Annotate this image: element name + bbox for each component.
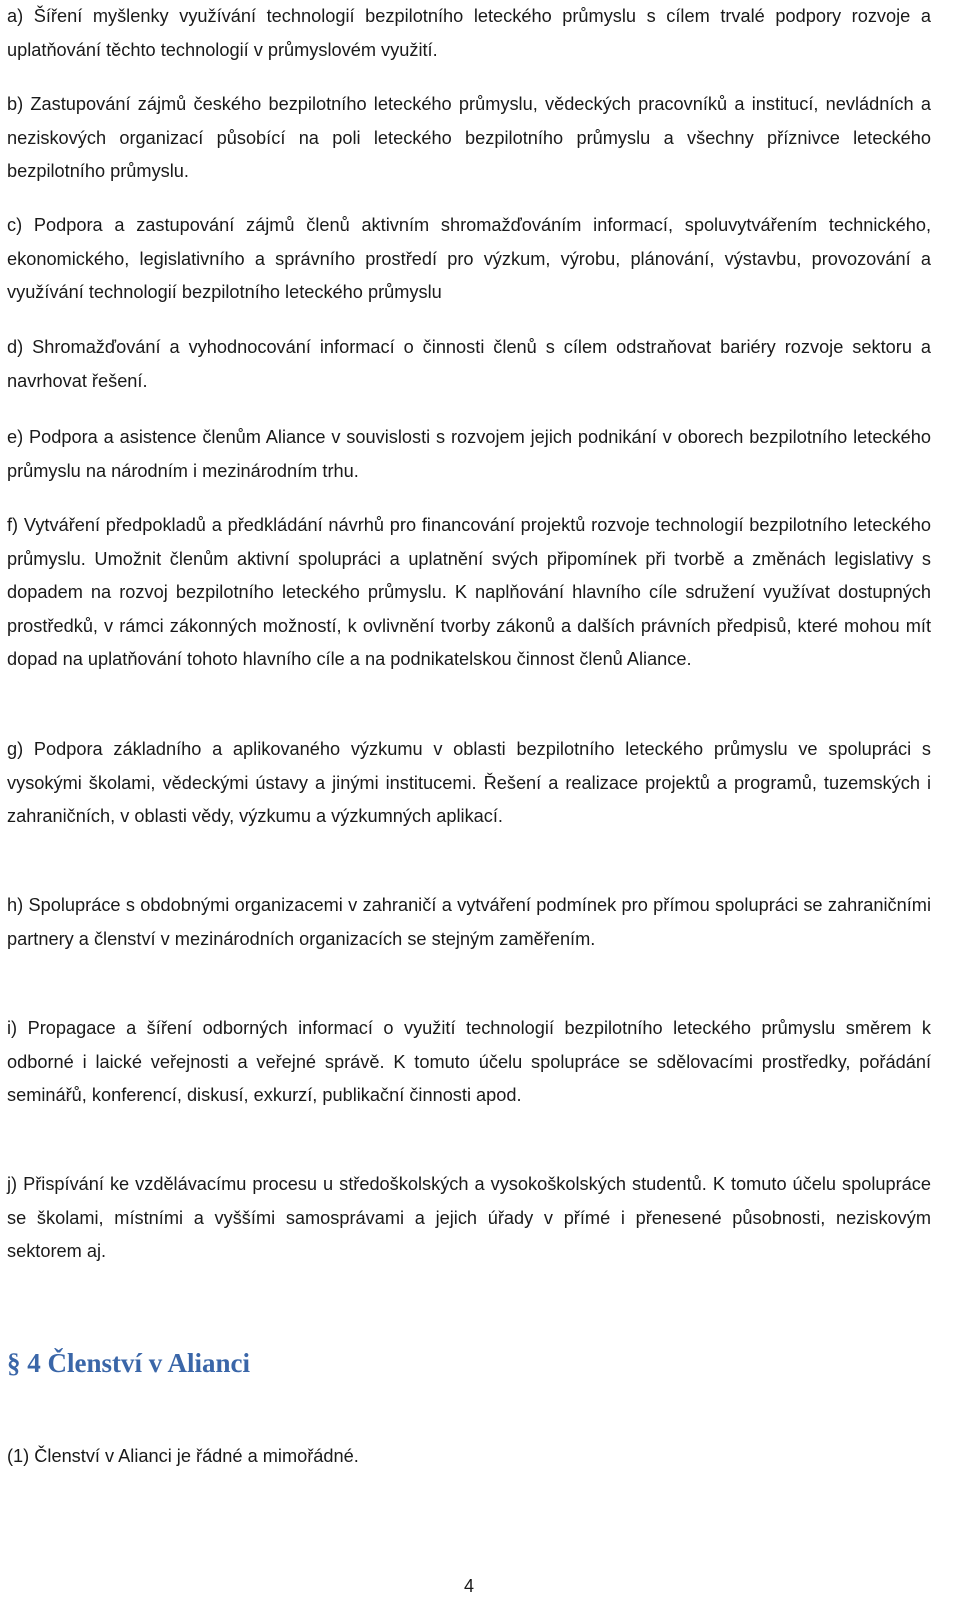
paragraph-a: a) Šíření myšlenky využívání technologií bezpilotního leteckého průmyslu s cílem trvalé podpory rozvoje a uplatňování těchto technologií v průmyslovém využití. [7, 6, 931, 60]
paragraph-b: b) Zastupování zájmů českého bezpilotního leteckého průmyslu, vědeckých pracovníků a institucí, nevládních a neziskových organizací působící na poli leteckého bezpilotního průmyslu a všechny příznivce leteckého bezpilotního průmyslu. [7, 94, 931, 182]
paragraph-d: d) Shromažďování a vyhodnocování informací o činnosti členů s cílem odstraňovat bariéry rozvoje sektoru a navrhovat řešení. [7, 337, 931, 391]
section-paragraph-1: (1) Členství v Alianci je řádné a mimořádné. [7, 1446, 359, 1466]
paragraph-f: f) Vytváření předpokladů a předkládání návrhů pro financování projektů rozvoje technologií bezpilotního leteckého průmyslu. Umožnit členům aktivní spolupráci a uplatnění svých připomínek při tvorbě a změnách legislativy s dopadem na rozvoj bezpilotního leteckého průmyslu. K naplňování hlavního cíle sdružení využívat dostupných prostředků, v rámci zákonných možností, k ovlivnění tvorby zákonů a dalších právních předpisů, které mohou mít dopad na uplatňování tohoto hlavního cíle a na podnikatelskou činnost členů Aliance. [7, 515, 931, 670]
paragraph-j: j) Přispívání ke vzdělávacímu procesu u středoškolských a vysokoškolských studentů. K tomuto účelu spolupráce se školami, místními a vyššími samosprávami a jejich úřady v přímé i přenesené působnosti, neziskovým sektorem aj. [7, 1174, 931, 1262]
paragraph-h: h) Spolupráce s obdobnými organizacemi v zahraničí a vytváření podmínek pro přímou spolupráci se zahraničními partnery a členství v mezinárodních organizacích se stejným zaměřením. [7, 895, 931, 949]
paragraph-g: g) Podpora základního a aplikovaného výzkumu v oblasti bezpilotního leteckého průmyslu ve spolupráci s vysokými školami, vědeckými ústavy a jinými institucemi. Řešení a realizace projektů a programů, tuzemských i zahraničních, v oblasti vědy, výzkumu a výzkumných aplikací. [7, 739, 931, 827]
paragraph-i: i) Propagace a šíření odborných informací o využití technologií bezpilotního leteckého průmyslu směrem k odborné i laické veřejnosti a veřejné správě. K tomuto účelu spolupráce se sdělovacími prostředky, pořádání seminářů, konferencí, diskusí, exkurzí, publikační činnosti apod. [7, 1018, 931, 1106]
paragraph-c: c) Podpora a zastupování zájmů členů aktivním shromažďováním informací, spoluvytvářením technického, ekonomického, legislativního a správního prostředí pro výzkum, výrobu, plánování, výstavbu, provozování a využívání technologií bezpilotního leteckého průmyslu [7, 215, 931, 303]
page-number: 4 [463, 1576, 474, 1596]
section-heading: § 4 Členství v Alianci [7, 1348, 251, 1378]
paragraph-e: e) Podpora a asistence členům Aliance v souvislosti s rozvojem jejich podnikání v oborech bezpilotního leteckého průmyslu na národním i mezinárodním trhu. [7, 427, 931, 481]
